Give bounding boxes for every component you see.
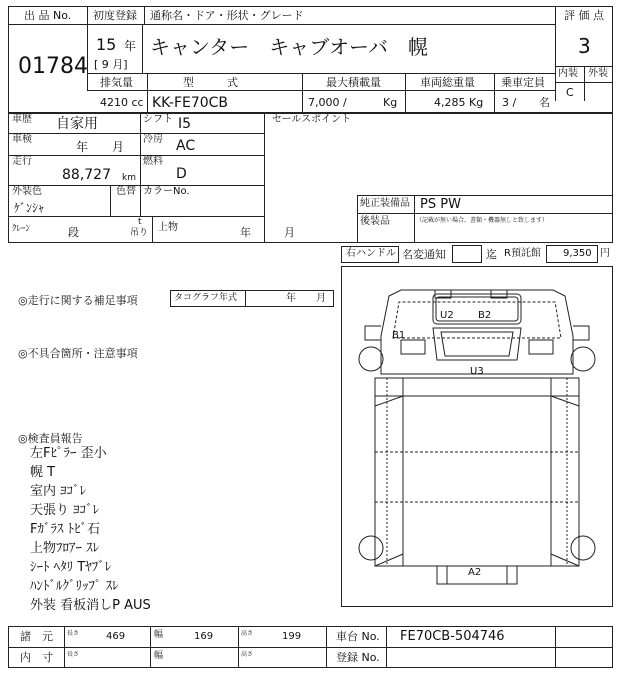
lot-label: 出 品 No.	[24, 9, 72, 22]
inspector-heading: ◎検査員報告	[18, 432, 83, 445]
crane-ton-top: t	[138, 217, 142, 227]
cab-outline	[381, 290, 573, 374]
damage-mark-b2: B2	[478, 310, 492, 321]
report-line: 室内 ﾖｺﾞﾚ	[30, 484, 87, 499]
max-load-unit: Kg	[383, 96, 398, 109]
gross-weight-value: 4,285 Kg	[434, 96, 484, 109]
report-line: Fｶﾞﾗｽ ﾄﾋﾞ石	[30, 522, 101, 537]
reg-year: 15	[96, 35, 117, 54]
shaken-value: 年 月	[76, 140, 125, 154]
interior-grade-label: 内装	[558, 68, 578, 79]
upper-label: 上物	[158, 222, 178, 233]
defects-heading: ◎不具合箇所・注意事項	[18, 347, 138, 360]
length-label: 長さ	[67, 630, 80, 637]
damage-mark-u2: U2	[440, 310, 454, 321]
tachograph-label: タコグラフ年式	[174, 293, 238, 303]
width-value: 169	[194, 631, 214, 642]
crane-label: ｸﾚｰﾝ	[12, 224, 31, 234]
color-number-label: カラーNo.	[143, 186, 190, 197]
cooler-label: 冷房	[143, 134, 163, 145]
shaken-label: 車検	[12, 134, 32, 145]
ext-color-value: ｹﾞﾝｼｬ	[14, 201, 45, 215]
cargo-bed-outline	[375, 378, 579, 566]
length-value: 469	[106, 631, 126, 642]
color-change-label: 色替	[116, 186, 136, 197]
report-line: 上物ﾌﾛｱｰ ｽﾚ	[30, 541, 100, 556]
chassis-label: 車台 No.	[336, 630, 380, 643]
equipment-label: 純正装備品	[360, 198, 410, 209]
rear-wheel	[359, 536, 595, 560]
width-label: 幅	[154, 630, 164, 640]
report-line: ｼｰﾄ ﾍﾀﾘ Tﾔﾌﾞﾚ	[30, 560, 112, 575]
history-value: 自家用	[56, 116, 98, 132]
model-value: KK-FE70CB	[152, 95, 229, 111]
grade-label: 評 価 点	[564, 9, 604, 22]
right-handle-label: 右ハンドル	[346, 248, 396, 259]
height-label: 高さ	[241, 630, 254, 637]
damage-mark-u3: U3	[470, 366, 484, 377]
deposit-mark: 迄	[486, 248, 497, 261]
chassis-value: FE70CB-504746	[400, 629, 505, 644]
inner-height-label: 高さ	[241, 651, 254, 658]
aftermarket-note: （記載が無い場合、書類・機器無しと致します）	[416, 217, 549, 224]
crane-ton-bottom: 吊り	[130, 228, 149, 238]
max-load-value: 7,000 /	[308, 96, 347, 109]
mileage-value: 88,727	[62, 167, 111, 183]
spec-label: 諸 元	[20, 630, 53, 643]
reg-year-unit: 年	[124, 39, 137, 53]
report-line: 天張り ﾖｺﾞﾚ	[30, 503, 100, 518]
name-change-box	[452, 245, 482, 263]
capacity-label: 乗車定員	[501, 76, 545, 89]
capacity-unit: 名	[539, 96, 550, 109]
grade-value: 3	[578, 34, 591, 58]
inspector-report	[30, 446, 151, 617]
recycle-value: 9,350	[563, 248, 592, 259]
registration-label: 登録 No.	[336, 651, 380, 664]
displacement-label: 排気量	[100, 76, 133, 89]
inner-length-label: 長さ	[67, 651, 80, 658]
damage-mark-a2: A2	[468, 567, 482, 578]
mileage-unit: km	[122, 173, 136, 183]
truck-diagram	[341, 266, 613, 607]
aftermarket-label: 後装品	[360, 216, 390, 227]
shift-value: I5	[178, 116, 192, 132]
reg-month: [ 9 月]	[94, 58, 128, 71]
tachograph-value: 年 月	[286, 293, 326, 304]
report-line: 左Fﾋﾟﾗｰ 歪小	[30, 446, 107, 461]
mileage-label: 走行	[12, 156, 32, 167]
cooler-value: AC	[176, 138, 196, 154]
model-label: 型 式	[183, 76, 238, 89]
shift-label: シフト	[143, 114, 173, 125]
name-change-label: 名変通知	[402, 248, 446, 261]
capacity-value: 3 /	[502, 96, 517, 109]
damage-mark-b1: B1	[392, 330, 406, 341]
gross-weight-label: 車両総重量	[420, 76, 475, 89]
exterior-grade-label: 外装	[588, 68, 608, 79]
ext-color-label: 外装色	[12, 186, 42, 197]
inner-dims-label: 内 寸	[20, 651, 53, 664]
upper-value: 年 月	[240, 226, 295, 239]
fuel-value: D	[176, 166, 187, 182]
recycle-label: R預託館	[504, 248, 541, 259]
recycle-unit: 円	[600, 248, 610, 259]
report-line: 幌 T	[30, 465, 56, 480]
driving-note-heading: ◎走行に関する補足事項	[18, 294, 138, 307]
inner-width-label: 幅	[154, 651, 164, 661]
crane-stage: 段	[68, 226, 79, 239]
equipment-value: PS PW	[420, 197, 461, 212]
max-load-label: 最大積載量	[326, 76, 381, 89]
report-line: ﾊﾝﾄﾞﾙｸﾞﾘｯﾌﾟ ｽﾚ	[30, 579, 119, 594]
reg-label: 初度登録	[93, 9, 137, 22]
displacement-value: 4210 cc	[100, 96, 144, 109]
car-name: キャンター キャブオーバ 幌	[150, 35, 428, 59]
lot-number: 01784	[18, 54, 88, 79]
height-value: 199	[282, 631, 302, 642]
report-line: 外装 看板消しP AUS	[30, 598, 151, 613]
interior-grade-value: C	[566, 86, 574, 99]
sales-point-label: セールスポイント	[272, 114, 352, 125]
history-label: 車歴	[12, 114, 32, 125]
car-name-label: 通称名・ドア・形状・グレード	[150, 9, 304, 22]
fuel-label: 燃料	[143, 156, 163, 167]
